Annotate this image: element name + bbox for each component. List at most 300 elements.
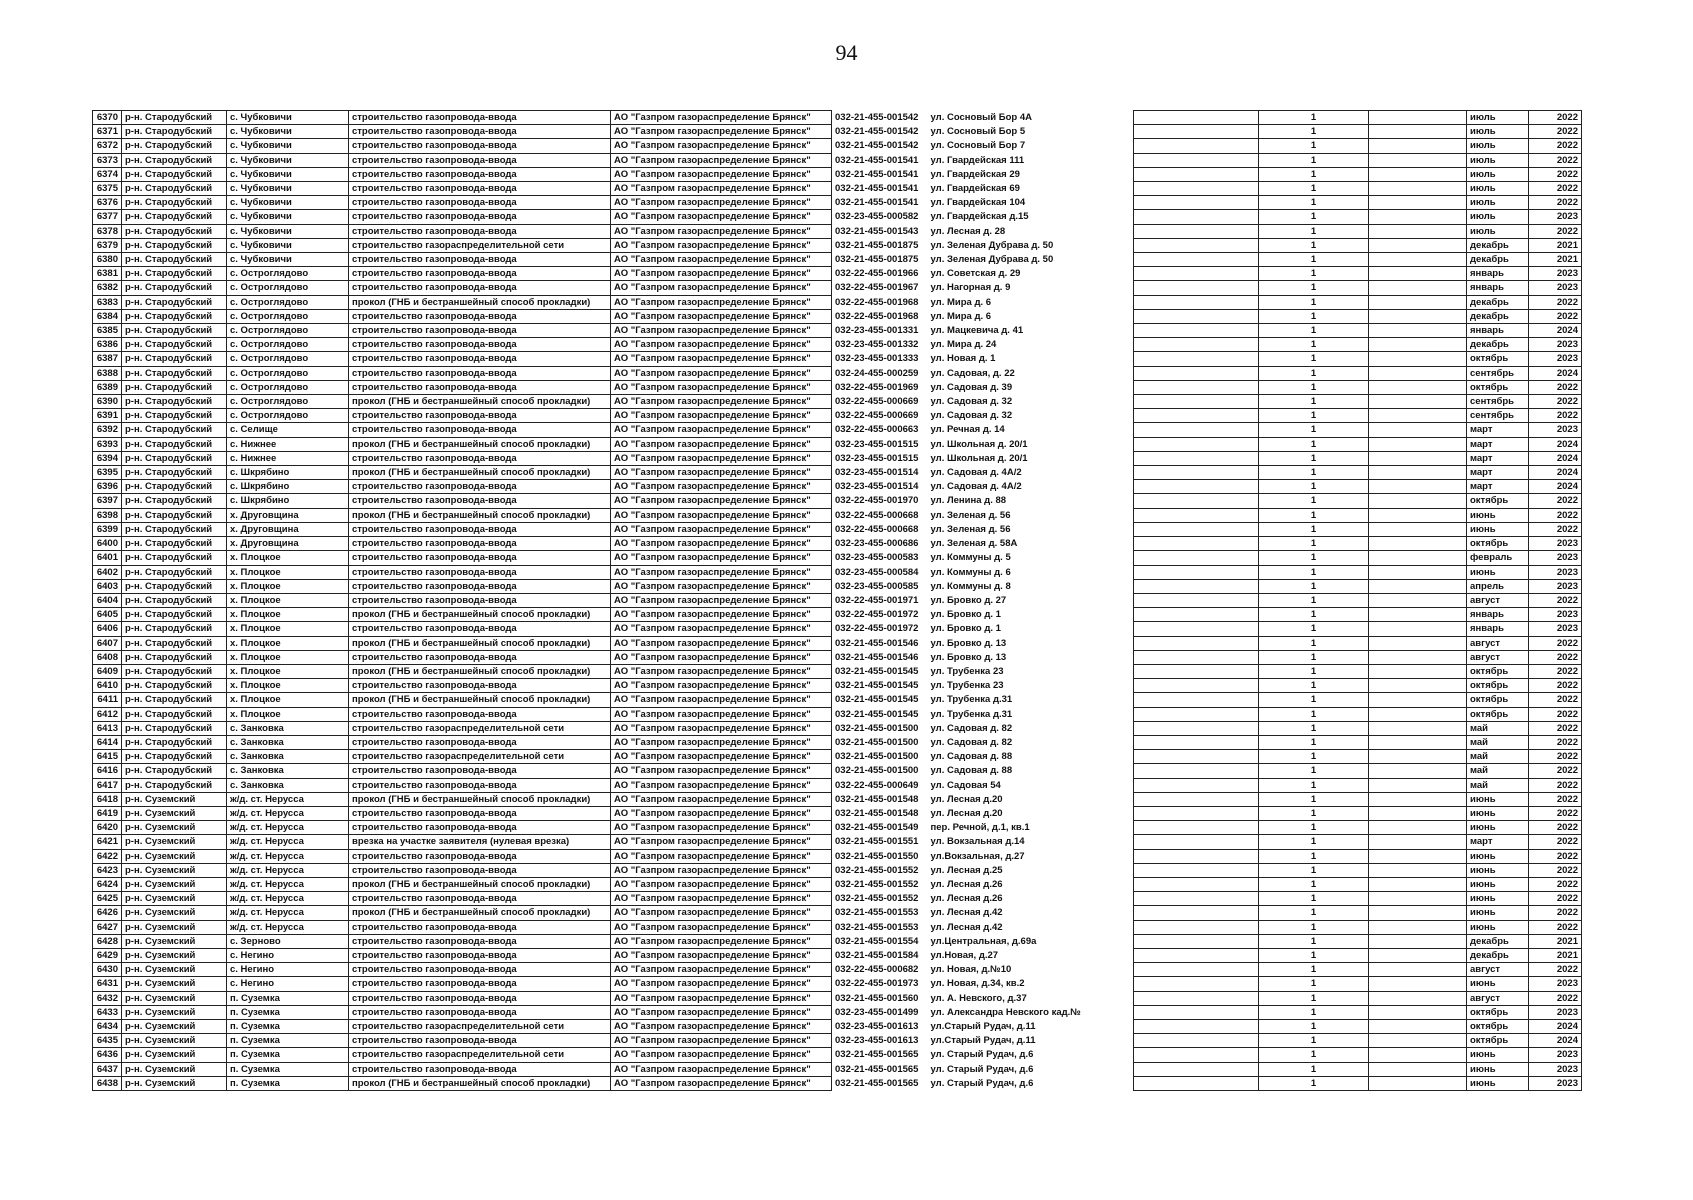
empty-cell bbox=[1369, 238, 1467, 252]
cadastral-cell: 032-23-455-001333 bbox=[832, 352, 928, 366]
work-type-cell: строительство газораспределительной сети bbox=[349, 238, 611, 252]
district-cell: р-н. Стародубский bbox=[122, 508, 227, 522]
cadastral-cell: 032-23-455-000582 bbox=[832, 210, 928, 224]
work-type-cell: строительство газопровода-ввода bbox=[349, 920, 611, 934]
month-cell: январь bbox=[1467, 608, 1529, 622]
organization-cell: АО "Газпром газораспределение Брянск" bbox=[611, 892, 832, 906]
count-cell: 1 bbox=[1259, 792, 1369, 806]
table-row bbox=[93, 551, 976, 565]
cadastral-cell: 032-22-455-001968 bbox=[832, 295, 928, 309]
month-cell: август bbox=[1467, 636, 1529, 650]
year-cell: 2022 bbox=[1529, 636, 1582, 650]
row-number: 6399 bbox=[93, 522, 122, 536]
district-cell: р-н. Стародубский bbox=[122, 238, 227, 252]
cadastral-cell: 032-23-455-001514 bbox=[832, 466, 928, 480]
table-row bbox=[93, 977, 976, 991]
empty-cell bbox=[1134, 920, 1259, 934]
cadastral-cell: 032-23-455-001613 bbox=[832, 1034, 928, 1048]
table-row bbox=[93, 253, 976, 267]
organization-cell: АО "Газпром газораспределение Брянск" bbox=[611, 111, 832, 125]
locality-cell: с. Остроглядово bbox=[227, 324, 349, 338]
organization-cell: АО "Газпром газораспределение Брянск" bbox=[611, 593, 832, 607]
count-cell: 1 bbox=[1259, 238, 1369, 252]
empty-cell bbox=[1134, 707, 1259, 721]
table-row bbox=[93, 409, 976, 423]
work-type-cell: строительство газопровода-ввода bbox=[349, 1034, 611, 1048]
empty-cell bbox=[1369, 679, 1467, 693]
row-number: 6424 bbox=[93, 877, 122, 891]
month-cell: июнь bbox=[1467, 792, 1529, 806]
row-number: 6428 bbox=[93, 934, 122, 948]
empty-cell bbox=[1369, 125, 1467, 139]
address-cell: ул. Сосновый Бор 5 bbox=[930, 126, 1026, 138]
empty-cell bbox=[1369, 111, 1467, 125]
year-cell: 2022 bbox=[1529, 650, 1582, 664]
schedule-row bbox=[1134, 622, 1582, 636]
address-cell: ул. Трубенка д.31 bbox=[930, 708, 1013, 720]
cadastral-cell: 032-21-455-001500 bbox=[832, 721, 928, 735]
month-cell: июнь bbox=[1467, 508, 1529, 522]
work-type-cell: строительство газопровода-ввода bbox=[349, 1062, 611, 1076]
row-number: 6398 bbox=[93, 508, 122, 522]
empty-cell bbox=[1369, 1048, 1467, 1062]
year-cell: 2021 bbox=[1529, 948, 1582, 962]
empty-cell bbox=[1369, 196, 1467, 210]
cadastral-cell: 032-21-455-001545 bbox=[832, 679, 928, 693]
count-cell: 1 bbox=[1259, 906, 1369, 920]
table-row bbox=[93, 395, 976, 409]
empty-cell bbox=[1134, 380, 1259, 394]
year-cell: 2022 bbox=[1529, 224, 1582, 238]
locality-cell: х. Плоцкое bbox=[227, 579, 349, 593]
district-cell: р-н. Стародубский bbox=[122, 281, 227, 295]
district-cell: р-н. Суземский bbox=[122, 963, 227, 977]
district-cell: р-н. Стародубский bbox=[122, 380, 227, 394]
month-cell: октябрь bbox=[1467, 380, 1529, 394]
work-type-cell: прокол (ГНБ и бестраншейный способ прокладки) bbox=[349, 792, 611, 806]
schedule-row bbox=[1134, 182, 1582, 196]
cadastral-cell: 032-21-455-001548 bbox=[832, 806, 928, 820]
work-type-cell: строительство газопровода-ввода bbox=[349, 111, 611, 125]
locality-cell: с. Чубковичи bbox=[227, 182, 349, 196]
empty-cell bbox=[1369, 792, 1467, 806]
month-cell: октябрь bbox=[1467, 1005, 1529, 1019]
schedule-row bbox=[1134, 253, 1582, 267]
work-type-cell: прокол (ГНБ и бестраншейный способ прокладки) bbox=[349, 608, 611, 622]
year-cell: 2023 bbox=[1529, 579, 1582, 593]
month-cell: июнь bbox=[1467, 522, 1529, 536]
count-cell: 1 bbox=[1259, 196, 1369, 210]
organization-cell: АО "Газпром газораспределение Брянск" bbox=[611, 267, 832, 281]
district-cell: р-н. Стародубский bbox=[122, 167, 227, 181]
month-cell: август bbox=[1467, 963, 1529, 977]
schedule-row bbox=[1134, 196, 1582, 210]
year-cell: 2023 bbox=[1529, 977, 1582, 991]
year-cell: 2022 bbox=[1529, 877, 1582, 891]
locality-cell: с. Чубковичи bbox=[227, 253, 349, 267]
month-cell: март bbox=[1467, 451, 1529, 465]
empty-cell bbox=[1369, 579, 1467, 593]
cadastral-cell: 032-21-455-001552 bbox=[832, 892, 928, 906]
count-cell: 1 bbox=[1259, 522, 1369, 536]
cadastral-cell: 032-22-455-001967 bbox=[832, 281, 928, 295]
row-number: 6393 bbox=[93, 437, 122, 451]
district-cell: р-н. Суземский bbox=[122, 934, 227, 948]
district-cell: р-н. Стародубский bbox=[122, 352, 227, 366]
address-cell: ул. Речная д. 14 bbox=[930, 424, 1005, 436]
table-row bbox=[93, 579, 976, 593]
year-cell: 2022 bbox=[1529, 750, 1582, 764]
work-type-cell: строительство газопровода-ввода bbox=[349, 934, 611, 948]
row-number: 6392 bbox=[93, 423, 122, 437]
empty-cell bbox=[1134, 679, 1259, 693]
locality-cell: п. Суземка bbox=[227, 1005, 349, 1019]
count-cell: 1 bbox=[1259, 423, 1369, 437]
cadastral-cell: 032-21-455-001542 bbox=[832, 125, 928, 139]
cadastral-cell: 032-23-455-001332 bbox=[832, 338, 928, 352]
address-cell: ул. Нагорная д. 9 bbox=[930, 282, 1011, 294]
schedule-row bbox=[1134, 111, 1582, 125]
month-cell: январь bbox=[1467, 267, 1529, 281]
row-number: 6382 bbox=[93, 281, 122, 295]
work-type-cell: строительство газопровода-ввода bbox=[349, 380, 611, 394]
empty-cell bbox=[1369, 977, 1467, 991]
count-cell: 1 bbox=[1259, 735, 1369, 749]
empty-cell bbox=[1369, 480, 1467, 494]
cadastral-cell: 032-22-455-001972 bbox=[832, 608, 928, 622]
work-type-cell: строительство газопровода-ввода bbox=[349, 480, 611, 494]
empty-cell bbox=[1134, 537, 1259, 551]
count-cell: 1 bbox=[1259, 508, 1369, 522]
empty-cell bbox=[1134, 352, 1259, 366]
count-cell: 1 bbox=[1259, 593, 1369, 607]
row-number: 6388 bbox=[93, 366, 122, 380]
organization-cell: АО "Газпром газораспределение Брянск" bbox=[611, 835, 832, 849]
month-cell: декабрь bbox=[1467, 238, 1529, 252]
cadastral-cell: 032-21-455-001565 bbox=[832, 1062, 928, 1076]
schedule-row bbox=[1134, 423, 1582, 437]
empty-cell bbox=[1369, 1005, 1467, 1019]
empty-cell bbox=[1369, 551, 1467, 565]
month-cell: июнь bbox=[1467, 977, 1529, 991]
table-row bbox=[93, 1048, 976, 1062]
schedule-row bbox=[1134, 1048, 1582, 1062]
row-number: 6416 bbox=[93, 764, 122, 778]
locality-cell: п. Суземка bbox=[227, 1034, 349, 1048]
schedule-row bbox=[1134, 409, 1582, 423]
schedule-row bbox=[1134, 153, 1582, 167]
district-cell: р-н. Стародубский bbox=[122, 395, 227, 409]
district-cell: р-н. Стародубский bbox=[122, 764, 227, 778]
locality-cell: с. Остроглядово bbox=[227, 267, 349, 281]
empty-cell bbox=[1134, 934, 1259, 948]
district-cell: р-н. Стародубский bbox=[122, 480, 227, 494]
locality-cell: ж/д. ст. Нерусса bbox=[227, 863, 349, 877]
row-number: 6434 bbox=[93, 1020, 122, 1034]
count-cell: 1 bbox=[1259, 622, 1369, 636]
table-row bbox=[93, 437, 976, 451]
organization-cell: АО "Газпром газораспределение Брянск" bbox=[611, 352, 832, 366]
cadastral-cell: 032-21-455-001565 bbox=[832, 1076, 928, 1090]
empty-cell bbox=[1134, 565, 1259, 579]
row-number: 6371 bbox=[93, 125, 122, 139]
district-cell: р-н. Суземский bbox=[122, 835, 227, 849]
empty-cell bbox=[1369, 494, 1467, 508]
cadastral-cell: 032-21-455-001548 bbox=[832, 792, 928, 806]
organization-cell: АО "Газпром газораспределение Брянск" bbox=[611, 508, 832, 522]
locality-cell: с. Занковка bbox=[227, 764, 349, 778]
address-cell: ул. Вокзальная д.14 bbox=[930, 836, 1025, 848]
month-cell: июнь bbox=[1467, 1076, 1529, 1090]
month-cell: декабрь bbox=[1467, 948, 1529, 962]
organization-cell: АО "Газпром газораспределение Брянск" bbox=[611, 764, 832, 778]
locality-cell: ж/д. ст. Нерусса bbox=[227, 849, 349, 863]
month-cell: декабрь bbox=[1467, 338, 1529, 352]
month-cell: июнь bbox=[1467, 806, 1529, 820]
year-cell: 2022 bbox=[1529, 679, 1582, 693]
table-row bbox=[93, 125, 976, 139]
district-cell: р-н. Стародубский bbox=[122, 125, 227, 139]
table-row bbox=[93, 721, 976, 735]
locality-cell: с. Нижнее bbox=[227, 451, 349, 465]
schedule-row bbox=[1134, 466, 1582, 480]
district-cell: р-н. Стародубский bbox=[122, 608, 227, 622]
organization-cell: АО "Газпром газораспределение Брянск" bbox=[611, 238, 832, 252]
work-type-cell: строительство газораспределительной сети bbox=[349, 1048, 611, 1062]
organization-cell: АО "Газпром газораспределение Брянск" bbox=[611, 196, 832, 210]
year-cell: 2023 bbox=[1529, 608, 1582, 622]
cadastral-cell: 032-22-455-000682 bbox=[832, 963, 928, 977]
count-cell: 1 bbox=[1259, 466, 1369, 480]
table-row bbox=[93, 892, 976, 906]
cadastral-cell: 032-21-455-001875 bbox=[832, 238, 928, 252]
month-cell: март bbox=[1467, 835, 1529, 849]
schedule-row bbox=[1134, 380, 1582, 394]
locality-cell: с. Негино bbox=[227, 977, 349, 991]
schedule-row bbox=[1134, 821, 1582, 835]
address-cell: ул. Трубенка 23 bbox=[930, 680, 1004, 692]
organization-cell: АО "Газпром газораспределение Брянск" bbox=[611, 664, 832, 678]
count-cell: 1 bbox=[1259, 139, 1369, 153]
month-cell: май bbox=[1467, 764, 1529, 778]
count-cell: 1 bbox=[1259, 1005, 1369, 1019]
address-cell: ул. Сосновый Бор 7 bbox=[930, 140, 1026, 152]
count-cell: 1 bbox=[1259, 750, 1369, 764]
address-cell: ул. Новая, д.№10 bbox=[930, 964, 1012, 976]
schedule-row bbox=[1134, 934, 1582, 948]
locality-cell: ж/д. ст. Нерусса bbox=[227, 792, 349, 806]
organization-cell: АО "Газпром газораспределение Брянск" bbox=[611, 778, 832, 792]
count-cell: 1 bbox=[1259, 892, 1369, 906]
organization-cell: АО "Газпром газораспределение Брянск" bbox=[611, 253, 832, 267]
row-number: 6412 bbox=[93, 707, 122, 721]
district-cell: р-н. Стародубский bbox=[122, 494, 227, 508]
count-cell: 1 bbox=[1259, 849, 1369, 863]
empty-cell bbox=[1134, 153, 1259, 167]
empty-cell bbox=[1134, 551, 1259, 565]
district-cell: р-н. Стародубский bbox=[122, 679, 227, 693]
month-cell: июль bbox=[1467, 125, 1529, 139]
address-cell: ул. Садовая д. 4А/2 bbox=[930, 467, 1022, 479]
table-row bbox=[93, 338, 976, 352]
year-cell: 2022 bbox=[1529, 991, 1582, 1005]
schedule-row bbox=[1134, 991, 1582, 1005]
row-number: 6400 bbox=[93, 537, 122, 551]
empty-cell bbox=[1134, 238, 1259, 252]
work-type-cell: строительство газопровода-ввода bbox=[349, 679, 611, 693]
locality-cell: х. Плоцкое bbox=[227, 551, 349, 565]
count-cell: 1 bbox=[1259, 210, 1369, 224]
table-row bbox=[93, 565, 976, 579]
address-cell: ул. Школьная д. 20/1 bbox=[930, 452, 1028, 464]
month-cell: июль bbox=[1467, 182, 1529, 196]
row-number: 6419 bbox=[93, 806, 122, 820]
works-table bbox=[92, 110, 1081, 1091]
empty-cell bbox=[1369, 1062, 1467, 1076]
cadastral-cell: 032-21-455-001542 bbox=[832, 139, 928, 153]
year-cell: 2024 bbox=[1529, 1020, 1582, 1034]
row-number: 6390 bbox=[93, 395, 122, 409]
empty-cell bbox=[1134, 721, 1259, 735]
cadastral-cell: 032-21-455-001541 bbox=[832, 153, 928, 167]
schedule-row bbox=[1134, 522, 1582, 536]
year-cell: 2022 bbox=[1529, 139, 1582, 153]
district-cell: р-н. Стародубский bbox=[122, 324, 227, 338]
year-cell: 2022 bbox=[1529, 806, 1582, 820]
year-cell: 2022 bbox=[1529, 707, 1582, 721]
empty-cell bbox=[1369, 451, 1467, 465]
table-row bbox=[93, 423, 976, 437]
month-cell: май bbox=[1467, 750, 1529, 764]
month-cell: июнь bbox=[1467, 1062, 1529, 1076]
cadastral-cell: 032-21-455-001543 bbox=[832, 224, 928, 238]
schedule-row bbox=[1134, 778, 1582, 792]
year-cell: 2022 bbox=[1529, 664, 1582, 678]
address-cell: ул. Зеленая Дубрава д. 50 bbox=[930, 254, 1054, 266]
month-cell: сентябрь bbox=[1467, 366, 1529, 380]
organization-cell: АО "Газпром газораспределение Брянск" bbox=[611, 877, 832, 891]
month-cell: сентябрь bbox=[1467, 409, 1529, 423]
schedule-row bbox=[1134, 395, 1582, 409]
district-cell: р-н. Суземский bbox=[122, 1020, 227, 1034]
empty-cell bbox=[1369, 906, 1467, 920]
schedule-table bbox=[1133, 110, 1582, 1091]
work-type-cell: прокол (ГНБ и бестраншейный способ прокладки) bbox=[349, 1076, 611, 1090]
work-type-cell: строительство газопровода-ввода bbox=[349, 537, 611, 551]
table-row bbox=[93, 735, 976, 749]
organization-cell: АО "Газпром газораспределение Брянск" bbox=[611, 948, 832, 962]
count-cell: 1 bbox=[1259, 281, 1369, 295]
locality-cell: с. Занковка bbox=[227, 721, 349, 735]
empty-cell bbox=[1134, 991, 1259, 1005]
locality-cell: х. Плоцкое bbox=[227, 636, 349, 650]
empty-cell bbox=[1369, 167, 1467, 181]
work-type-cell: строительство газопровода-ввода bbox=[349, 409, 611, 423]
locality-cell: п. Суземка bbox=[227, 991, 349, 1005]
organization-cell: АО "Газпром газораспределение Брянск" bbox=[611, 906, 832, 920]
schedule-row bbox=[1134, 792, 1582, 806]
district-cell: р-н. Стародубский bbox=[122, 778, 227, 792]
locality-cell: х. Друговщина bbox=[227, 522, 349, 536]
schedule-row bbox=[1134, 977, 1582, 991]
year-cell: 2021 bbox=[1529, 934, 1582, 948]
cadastral-cell: 032-23-455-001499 bbox=[832, 1005, 928, 1019]
address-cell: ул. Лесная д.25 bbox=[930, 864, 1003, 876]
month-cell: октябрь bbox=[1467, 1020, 1529, 1034]
schedule-row bbox=[1134, 877, 1582, 891]
cadastral-cell: 032-21-455-001500 bbox=[832, 735, 928, 749]
work-type-cell: строительство газопровода-ввода bbox=[349, 1005, 611, 1019]
work-type-cell: строительство газопровода-ввода bbox=[349, 735, 611, 749]
table-row bbox=[93, 380, 976, 394]
empty-cell bbox=[1134, 267, 1259, 281]
empty-cell bbox=[1369, 1020, 1467, 1034]
empty-cell bbox=[1369, 934, 1467, 948]
work-type-cell: прокол (ГНБ и бестраншейный способ прокладки) bbox=[349, 295, 611, 309]
cadastral-cell: 032-22-455-000663 bbox=[832, 423, 928, 437]
locality-cell: с. Занковка bbox=[227, 778, 349, 792]
cadastral-cell: 032-21-455-001546 bbox=[832, 636, 928, 650]
organization-cell: АО "Газпром газораспределение Брянск" bbox=[611, 1076, 832, 1090]
address-cell: ул. Садовая д. 82 bbox=[930, 736, 1013, 748]
year-cell: 2022 bbox=[1529, 182, 1582, 196]
count-cell: 1 bbox=[1259, 778, 1369, 792]
empty-cell bbox=[1134, 1034, 1259, 1048]
empty-cell bbox=[1134, 735, 1259, 749]
organization-cell: АО "Газпром газораспределение Брянск" bbox=[611, 409, 832, 423]
table-row bbox=[93, 750, 976, 764]
month-cell: октябрь bbox=[1467, 1034, 1529, 1048]
year-cell: 2022 bbox=[1529, 295, 1582, 309]
locality-cell: с. Остроглядово bbox=[227, 338, 349, 352]
count-cell: 1 bbox=[1259, 650, 1369, 664]
work-type-cell: строительство газораспределительной сети bbox=[349, 750, 611, 764]
table-row bbox=[93, 593, 976, 607]
cadastral-cell: 032-22-455-001973 bbox=[832, 977, 928, 991]
work-type-cell: строительство газопровода-ввода bbox=[349, 267, 611, 281]
month-cell: декабрь bbox=[1467, 309, 1529, 323]
empty-cell bbox=[1369, 622, 1467, 636]
empty-cell bbox=[1134, 764, 1259, 778]
address-cell: ул.Новая, д.27 bbox=[930, 949, 999, 961]
table-row bbox=[93, 835, 976, 849]
organization-cell: АО "Газпром газораспределение Брянск" bbox=[611, 324, 832, 338]
year-cell: 2024 bbox=[1529, 437, 1582, 451]
cadastral-cell: 032-22-455-001971 bbox=[832, 593, 928, 607]
district-cell: р-н. Суземский bbox=[122, 920, 227, 934]
organization-cell: АО "Газпром газораспределение Брянск" bbox=[611, 395, 832, 409]
empty-cell bbox=[1369, 650, 1467, 664]
empty-cell bbox=[1134, 167, 1259, 181]
address-cell: ул. Лесная д.26 bbox=[930, 878, 1003, 890]
count-cell: 1 bbox=[1259, 721, 1369, 735]
district-cell: р-н. Суземский bbox=[122, 906, 227, 920]
month-cell: январь bbox=[1467, 281, 1529, 295]
year-cell: 2024 bbox=[1529, 1034, 1582, 1048]
address-cell: ул. Гвардейская 111 bbox=[930, 154, 1025, 166]
locality-cell: с. Зерново bbox=[227, 934, 349, 948]
table-row bbox=[93, 863, 976, 877]
locality-cell: п. Суземка bbox=[227, 1020, 349, 1034]
work-type-cell: прокол (ГНБ и бестраншейный способ прокладки) bbox=[349, 508, 611, 522]
row-number: 6429 bbox=[93, 948, 122, 962]
row-number: 6383 bbox=[93, 295, 122, 309]
count-cell: 1 bbox=[1259, 451, 1369, 465]
organization-cell: АО "Газпром газораспределение Брянск" bbox=[611, 721, 832, 735]
locality-cell: ж/д. ст. Нерусса bbox=[227, 835, 349, 849]
district-cell: р-н. Стародубский bbox=[122, 551, 227, 565]
count-cell: 1 bbox=[1259, 395, 1369, 409]
